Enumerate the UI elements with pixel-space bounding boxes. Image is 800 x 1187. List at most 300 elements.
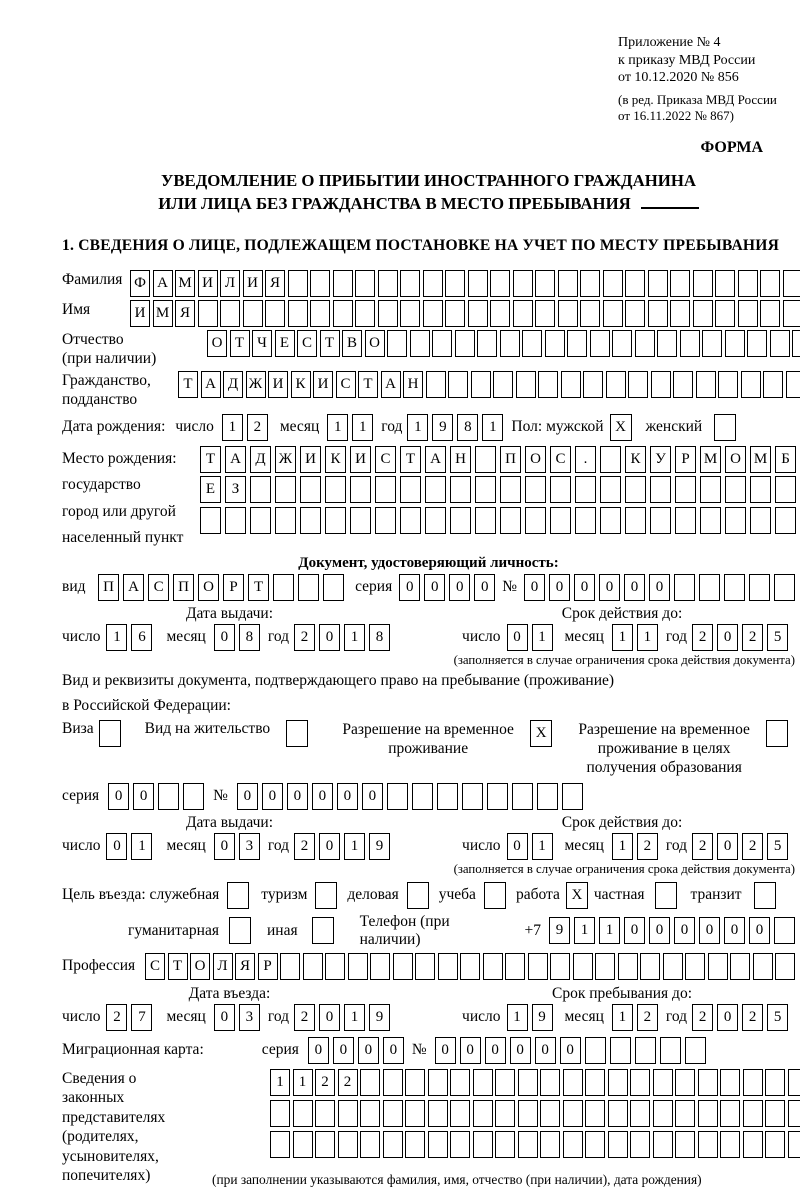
char-cell[interactable] [325,507,346,534]
char-cell[interactable] [445,300,465,327]
char-cell[interactable] [487,783,508,810]
purpose-tourism-checkbox[interactable] [315,882,337,909]
temp-residence-checkbox[interactable]: X [530,720,552,747]
char-cell[interactable] [650,507,671,534]
char-cell[interactable] [423,270,443,297]
char-cell[interactable]: 0 [507,833,528,860]
char-cell[interactable]: 2 [106,1004,127,1031]
char-cell[interactable] [387,783,408,810]
char-cell[interactable]: И [350,446,371,473]
char-cell[interactable]: В [342,330,362,357]
char-cell[interactable] [360,1131,380,1158]
char-cell[interactable]: 0 [510,1037,531,1064]
char-cell[interactable] [651,371,671,398]
char-cell[interactable] [612,330,632,357]
char-cell[interactable] [653,1100,673,1127]
purpose-work-checkbox[interactable]: X [566,882,588,909]
char-cell[interactable]: У [650,446,671,473]
char-cell[interactable] [243,300,263,327]
char-cell[interactable]: 2 [742,833,763,860]
char-cell[interactable] [293,1131,313,1158]
char-cell[interactable]: 0 [362,783,383,810]
char-cell[interactable]: И [130,300,150,327]
char-cell[interactable] [338,1131,358,1158]
char-cell[interactable] [383,1131,403,1158]
char-cell[interactable] [310,300,330,327]
char-cell[interactable]: 1 [532,833,553,860]
char-cell[interactable] [788,1131,800,1158]
char-cell[interactable]: И [268,371,288,398]
char-cell[interactable] [273,574,294,601]
char-cell[interactable]: П [500,446,521,473]
char-cell[interactable]: 1 [344,1004,365,1031]
char-cell[interactable] [558,300,578,327]
char-cell[interactable] [550,476,571,503]
char-cell[interactable] [300,507,321,534]
char-cell[interactable]: Т [200,446,221,473]
char-cell[interactable] [675,1069,695,1096]
char-cell[interactable]: 2 [692,624,713,651]
char-cell[interactable] [425,507,446,534]
char-cell[interactable] [400,300,420,327]
char-cell[interactable]: Д [250,446,271,473]
char-cell[interactable]: 8 [239,624,260,651]
char-cell[interactable] [405,1069,425,1096]
char-cell[interactable]: 0 [214,624,235,651]
char-cell[interactable] [583,371,603,398]
char-cell[interactable] [725,507,746,534]
char-cell[interactable] [718,371,738,398]
char-cell[interactable] [673,371,693,398]
char-cell[interactable] [338,1100,358,1127]
char-cell[interactable]: П [98,574,119,601]
char-cell[interactable] [275,476,296,503]
char-cell[interactable] [696,371,716,398]
char-cell[interactable] [775,476,796,503]
char-cell[interactable]: С [550,446,571,473]
char-cell[interactable]: 0 [535,1037,556,1064]
char-cell[interactable] [333,270,353,297]
char-cell[interactable] [765,1131,785,1158]
char-cell[interactable] [600,446,621,473]
char-cell[interactable] [198,300,218,327]
char-cell[interactable]: 0 [237,783,258,810]
char-cell[interactable]: О [207,330,227,357]
char-cell[interactable]: 0 [214,1004,235,1031]
char-cell[interactable] [525,476,546,503]
char-cell[interactable] [700,507,721,534]
char-cell[interactable] [650,476,671,503]
char-cell[interactable] [405,1100,425,1127]
char-cell[interactable] [438,953,458,980]
char-cell[interactable]: Я [265,270,285,297]
char-cell[interactable]: Ф [130,270,150,297]
char-cell[interactable] [743,1100,763,1127]
char-cell[interactable] [774,574,795,601]
char-cell[interactable] [293,1100,313,1127]
char-cell[interactable] [400,476,421,503]
char-cell[interactable] [537,783,558,810]
char-cell[interactable]: 9 [369,1004,390,1031]
char-cell[interactable]: С [375,446,396,473]
char-cell[interactable] [698,1100,718,1127]
char-cell[interactable]: 0 [524,574,545,601]
char-cell[interactable] [410,330,430,357]
char-cell[interactable] [657,330,677,357]
residence-permit-checkbox[interactable] [286,720,308,747]
char-cell[interactable] [545,330,565,357]
char-cell[interactable] [437,783,458,810]
char-cell[interactable] [450,476,471,503]
char-cell[interactable]: 0 [449,574,470,601]
char-cell[interactable] [378,270,398,297]
char-cell[interactable]: 9 [369,833,390,860]
char-cell[interactable]: 9 [532,1004,553,1031]
char-cell[interactable] [428,1069,448,1096]
char-cell[interactable] [635,330,655,357]
char-cell[interactable] [640,953,660,980]
char-cell[interactable] [300,476,321,503]
char-cell[interactable]: 0 [319,1004,340,1031]
char-cell[interactable] [730,953,750,980]
char-cell[interactable]: 5 [767,624,788,651]
char-cell[interactable] [355,300,375,327]
char-cell[interactable] [628,371,648,398]
char-cell[interactable] [387,330,407,357]
char-cell[interactable] [625,476,646,503]
char-cell[interactable] [693,270,713,297]
char-cell[interactable] [535,270,555,297]
char-cell[interactable]: А [381,371,401,398]
char-cell[interactable] [674,574,695,601]
char-cell[interactable]: Р [258,953,278,980]
char-cell[interactable] [630,1069,650,1096]
char-cell[interactable] [483,953,503,980]
char-cell[interactable]: 2 [315,1069,335,1096]
char-cell[interactable] [625,300,645,327]
char-cell[interactable] [741,371,761,398]
char-cell[interactable]: З [225,476,246,503]
char-cell[interactable] [774,917,795,944]
char-cell[interactable] [720,1131,740,1158]
char-cell[interactable]: Е [275,330,295,357]
char-cell[interactable]: Н [403,371,423,398]
char-cell[interactable]: М [175,270,195,297]
char-cell[interactable] [724,574,745,601]
char-cell[interactable]: 0 [574,574,595,601]
char-cell[interactable] [765,1100,785,1127]
char-cell[interactable]: 0 [624,574,645,601]
char-cell[interactable] [445,270,465,297]
char-cell[interactable] [630,1131,650,1158]
char-cell[interactable]: Ж [246,371,266,398]
char-cell[interactable]: А [425,446,446,473]
char-cell[interactable] [475,507,496,534]
char-cell[interactable] [462,783,483,810]
char-cell[interactable]: 0 [333,1037,354,1064]
char-cell[interactable]: 0 [106,833,127,860]
char-cell[interactable]: 1 [327,414,348,441]
char-cell[interactable] [525,507,546,534]
char-cell[interactable] [505,953,525,980]
char-cell[interactable]: 0 [287,783,308,810]
char-cell[interactable]: 2 [637,833,658,860]
char-cell[interactable]: 0 [649,917,670,944]
char-cell[interactable] [580,270,600,297]
char-cell[interactable]: 0 [507,624,528,651]
char-cell[interactable] [775,507,796,534]
purpose-other-checkbox[interactable] [312,917,334,944]
char-cell[interactable]: А [123,574,144,601]
char-cell[interactable]: 0 [308,1037,329,1064]
char-cell[interactable] [315,1100,335,1127]
char-cell[interactable]: 0 [435,1037,456,1064]
char-cell[interactable] [250,507,271,534]
char-cell[interactable] [528,953,548,980]
char-cell[interactable] [788,1069,800,1096]
char-cell[interactable] [288,300,308,327]
purpose-humanitarian-checkbox[interactable] [229,917,251,944]
char-cell[interactable]: 2 [692,833,713,860]
char-cell[interactable] [770,330,790,357]
char-cell[interactable]: 5 [767,833,788,860]
char-cell[interactable] [475,446,496,473]
sex-female-checkbox[interactable] [714,414,736,441]
char-cell[interactable] [473,1069,493,1096]
char-cell[interactable] [325,953,345,980]
char-cell[interactable] [471,371,491,398]
char-cell[interactable] [540,1131,560,1158]
char-cell[interactable]: 0 [108,783,129,810]
sex-male-checkbox[interactable]: X [610,414,632,441]
char-cell[interactable] [220,300,240,327]
char-cell[interactable] [600,507,621,534]
char-cell[interactable] [606,371,626,398]
char-cell[interactable] [675,476,696,503]
char-cell[interactable] [473,1100,493,1127]
char-cell[interactable] [561,371,581,398]
char-cell[interactable] [490,270,510,297]
char-cell[interactable] [333,300,353,327]
char-cell[interactable] [700,476,721,503]
char-cell[interactable]: О [190,953,210,980]
char-cell[interactable]: 0 [262,783,283,810]
char-cell[interactable]: Б [775,446,796,473]
temp-residence-edu-checkbox[interactable] [766,720,788,747]
char-cell[interactable]: А [225,446,246,473]
char-cell[interactable] [500,507,521,534]
char-cell[interactable]: К [291,371,311,398]
char-cell[interactable] [516,371,536,398]
char-cell[interactable] [400,270,420,297]
char-cell[interactable] [450,507,471,534]
char-cell[interactable] [468,300,488,327]
char-cell[interactable]: 2 [692,1004,713,1031]
char-cell[interactable] [702,330,722,357]
char-cell[interactable] [660,1037,681,1064]
char-cell[interactable]: Ч [252,330,272,357]
char-cell[interactable]: О [198,574,219,601]
char-cell[interactable] [663,953,683,980]
char-cell[interactable] [585,1100,605,1127]
char-cell[interactable] [567,330,587,357]
char-cell[interactable] [749,574,770,601]
char-cell[interactable] [225,507,246,534]
char-cell[interactable] [630,1100,650,1127]
char-cell[interactable]: 0 [717,833,738,860]
char-cell[interactable]: Т [168,953,188,980]
char-cell[interactable]: 1 [106,624,127,651]
char-cell[interactable]: 1 [482,414,503,441]
char-cell[interactable] [550,953,570,980]
char-cell[interactable]: М [153,300,173,327]
char-cell[interactable]: 2 [742,1004,763,1031]
char-cell[interactable] [348,953,368,980]
char-cell[interactable] [563,1069,583,1096]
char-cell[interactable] [738,270,758,297]
char-cell[interactable]: Т [178,371,198,398]
char-cell[interactable]: 5 [767,1004,788,1031]
char-cell[interactable]: 2 [294,1004,315,1031]
char-cell[interactable] [653,1131,673,1158]
char-cell[interactable] [350,476,371,503]
char-cell[interactable] [625,270,645,297]
char-cell[interactable]: К [325,446,346,473]
char-cell[interactable] [783,270,800,297]
char-cell[interactable]: 2 [338,1069,358,1096]
char-cell[interactable] [428,1100,448,1127]
char-cell[interactable] [200,507,221,534]
char-cell[interactable] [743,1069,763,1096]
char-cell[interactable]: 1 [344,833,365,860]
char-cell[interactable] [513,270,533,297]
char-cell[interactable]: 0 [337,783,358,810]
char-cell[interactable]: Т [248,574,269,601]
visa-checkbox[interactable] [99,720,121,747]
char-cell[interactable] [522,330,542,357]
char-cell[interactable]: 0 [749,917,770,944]
char-cell[interactable]: 0 [599,574,620,601]
char-cell[interactable]: 0 [485,1037,506,1064]
char-cell[interactable]: 1 [352,414,373,441]
char-cell[interactable] [513,300,533,327]
char-cell[interactable] [280,953,300,980]
char-cell[interactable] [753,953,773,980]
char-cell[interactable] [270,1100,290,1127]
char-cell[interactable] [563,1100,583,1127]
char-cell[interactable] [763,371,783,398]
char-cell[interactable] [323,574,344,601]
char-cell[interactable]: М [750,446,771,473]
char-cell[interactable]: 0 [724,917,745,944]
char-cell[interactable] [540,1100,560,1127]
char-cell[interactable] [158,783,179,810]
char-cell[interactable]: 1 [637,624,658,651]
char-cell[interactable]: 0 [358,1037,379,1064]
char-cell[interactable] [448,371,468,398]
char-cell[interactable] [500,330,520,357]
char-cell[interactable] [625,507,646,534]
char-cell[interactable]: 9 [432,414,453,441]
char-cell[interactable] [750,507,771,534]
purpose-private-checkbox[interactable] [655,882,677,909]
char-cell[interactable] [585,1131,605,1158]
char-cell[interactable]: 0 [383,1037,404,1064]
char-cell[interactable] [450,1131,470,1158]
char-cell[interactable] [325,476,346,503]
char-cell[interactable] [270,1131,290,1158]
char-cell[interactable] [685,953,705,980]
char-cell[interactable] [375,507,396,534]
char-cell[interactable]: 0 [649,574,670,601]
char-cell[interactable]: 1 [293,1069,313,1096]
char-cell[interactable]: 2 [247,414,268,441]
char-cell[interactable]: К [625,446,646,473]
char-cell[interactable]: С [336,371,356,398]
char-cell[interactable] [675,1131,695,1158]
char-cell[interactable] [383,1069,403,1096]
char-cell[interactable] [585,1037,606,1064]
char-cell[interactable] [500,476,521,503]
char-cell[interactable]: 3 [239,833,260,860]
char-cell[interactable] [590,330,610,357]
char-cell[interactable]: Р [675,446,696,473]
char-cell[interactable] [250,476,271,503]
char-cell[interactable] [725,476,746,503]
char-cell[interactable] [580,300,600,327]
char-cell[interactable] [315,1131,335,1158]
char-cell[interactable] [460,953,480,980]
char-cell[interactable] [490,300,510,327]
char-cell[interactable]: 0 [474,574,495,601]
char-cell[interactable] [792,330,800,357]
char-cell[interactable]: 1 [612,624,633,651]
char-cell[interactable]: 2 [294,833,315,860]
char-cell[interactable] [610,1037,631,1064]
char-cell[interactable]: Т [400,446,421,473]
char-cell[interactable] [535,300,555,327]
char-cell[interactable] [595,953,615,980]
char-cell[interactable] [426,371,446,398]
char-cell[interactable] [550,507,571,534]
char-cell[interactable]: 2 [742,624,763,651]
char-cell[interactable]: . [575,446,596,473]
purpose-study-checkbox[interactable] [484,882,506,909]
char-cell[interactable]: 1 [507,1004,528,1031]
char-cell[interactable] [675,507,696,534]
char-cell[interactable] [425,476,446,503]
char-cell[interactable]: Т [230,330,250,357]
char-cell[interactable] [608,1069,628,1096]
char-cell[interactable] [699,574,720,601]
char-cell[interactable]: И [300,446,321,473]
char-cell[interactable] [603,300,623,327]
char-cell[interactable] [298,574,319,601]
char-cell[interactable]: 7 [131,1004,152,1031]
char-cell[interactable] [603,270,623,297]
char-cell[interactable] [575,476,596,503]
char-cell[interactable] [783,300,800,327]
char-cell[interactable]: Т [320,330,340,357]
char-cell[interactable]: С [145,953,165,980]
char-cell[interactable]: 0 [460,1037,481,1064]
char-cell[interactable] [265,300,285,327]
char-cell[interactable] [680,330,700,357]
char-cell[interactable]: 3 [239,1004,260,1031]
char-cell[interactable] [670,270,690,297]
char-cell[interactable]: 1 [131,833,152,860]
char-cell[interactable] [375,476,396,503]
